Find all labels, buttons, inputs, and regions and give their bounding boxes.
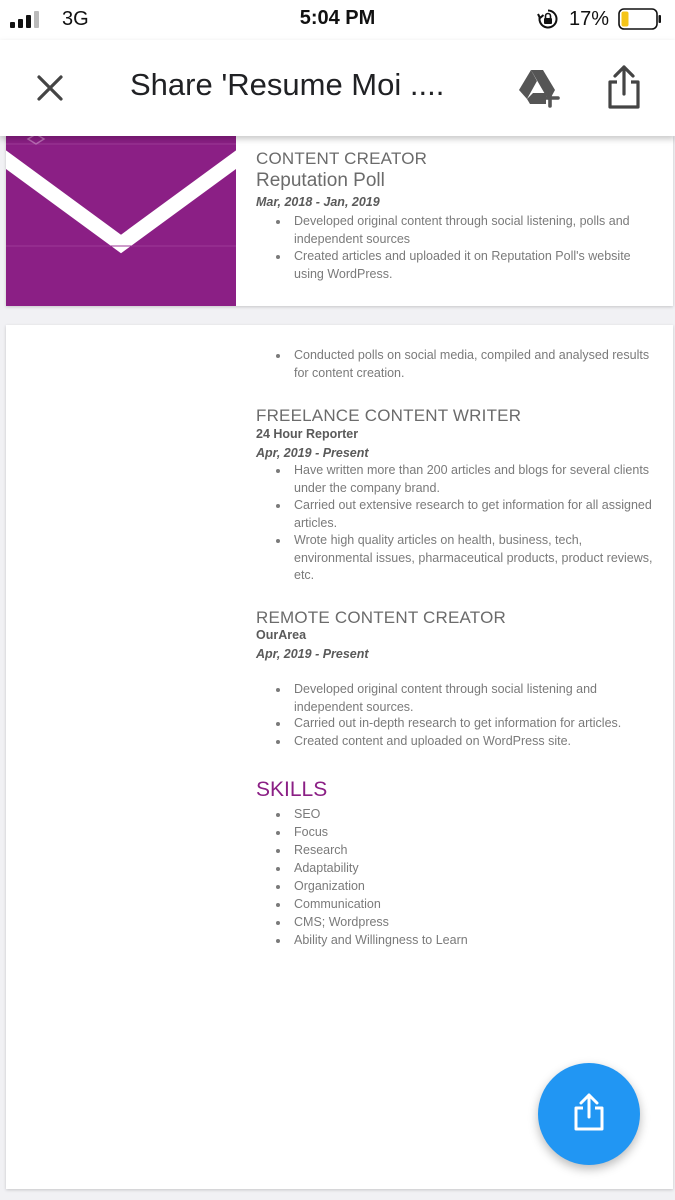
resume-page-2 [6, 325, 673, 1189]
share-fab-button[interactable] [538, 1063, 640, 1165]
battery-icon [618, 8, 662, 30]
skill-item: CMS; Wordpress [294, 915, 389, 929]
battery-percent: 17% [569, 8, 610, 30]
skill-item: Adaptability [294, 861, 359, 875]
page-title: Share 'Resume Moi .... [130, 67, 445, 102]
skill-item: SEO [294, 807, 321, 821]
skill-item: Ability and Willingness to Learn [294, 933, 468, 947]
skills-heading: SKILLS [256, 778, 328, 801]
job-title: CONTENT CREATOR [256, 149, 428, 168]
list-item: Developed original content through social listening and independent sources. [294, 681, 654, 716]
skill-item: Research [294, 843, 348, 857]
list-item: Have written more than 200 articles and blogs for several clients under the company brand. [294, 462, 654, 497]
list-item: Wrote high quality articles on health, business, tech, environmental issues, pharmaceutical products, product reviews, etc. [294, 532, 654, 585]
carrier-label: 3G [62, 8, 89, 30]
list-item: Conducted polls on social media, compiled and analysed results for content creation. [294, 347, 654, 382]
app-header [0, 40, 675, 136]
share-icon [573, 1092, 605, 1132]
company-name: OurArea [256, 628, 307, 642]
job-dates: Mar, 2018 - Jan, 2019 [256, 195, 380, 209]
envelope-graphic [6, 136, 236, 306]
job-title: FREELANCE CONTENT WRITER [256, 406, 522, 425]
company-name: 24 Hour Reporter [256, 427, 359, 441]
job-dates: Apr, 2019 - Present [256, 647, 369, 661]
list-item: Carried out in-depth research to get information for articles. [294, 715, 654, 733]
status-time: 5:04 PM [299, 7, 376, 29]
resume-page-1 [6, 136, 673, 306]
close-icon[interactable] [34, 72, 66, 104]
status-bar [0, 0, 675, 40]
list-item: Created articles and uploaded it on Reputation Poll's website using WordPress. [294, 248, 654, 283]
skill-item: Communication [294, 897, 381, 911]
skill-item: Focus [294, 825, 329, 839]
list-item: Carried out extensive research to get information for all assigned articles. [294, 497, 654, 532]
job-title: REMOTE CONTENT CREATOR [256, 608, 506, 627]
list-item: Developed original content through social listening, polls and independent sources [294, 213, 654, 248]
company-name: Reputation Poll [256, 170, 385, 191]
list-item: Created content and uploaded on WordPress site. [294, 733, 654, 751]
skill-item: Organization [294, 879, 365, 893]
share-icon[interactable] [606, 64, 642, 110]
job-dates: Apr, 2019 - Present [256, 446, 369, 460]
drive-add-icon[interactable] [516, 68, 562, 108]
rotation-lock-icon [537, 8, 559, 30]
